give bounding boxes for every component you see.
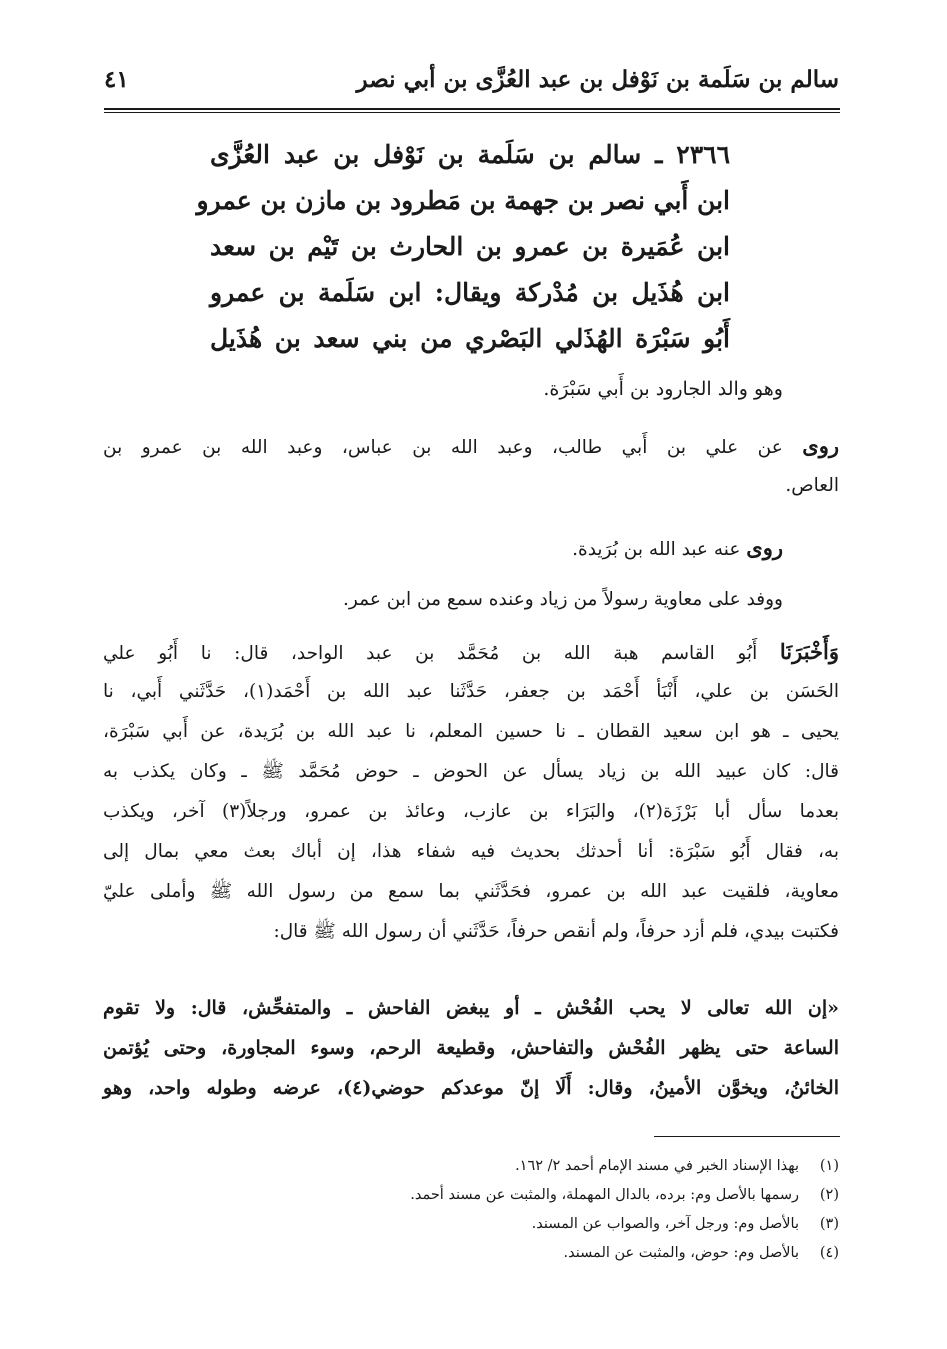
isnad-line: الحَسَن بن علي، أَنْبَأ أَحْمَد بن جعفر، حَدَّثَنا عبد الله بن أَحْمَد(١)، حَدَّثَني أَبي، نا bbox=[103, 681, 840, 702]
hadith-line: الخائنُ، ويخوَّن الأمينُ، وقال: أَلَا إنّ موعدكم حوضي(٤)، عرضه وطوله واحد، وهو bbox=[103, 1077, 839, 1099]
isnad-line: بعدما سأل أبا بَرْزَة(٢)، والبَرَاء بن عازب، وعائذ بن عمرو، ورجلاً(٣) آخر، ويكذب bbox=[103, 801, 839, 822]
entry-line: ابن هُذَيل بن مُدْركة ويقال: ابن سَلَمة بن عمرو bbox=[210, 278, 730, 307]
entry-line: ابن عُمَيرة بن عمرو بن الحارث بن تَيْم بن سعد bbox=[210, 232, 730, 261]
footnote-text: رسمها بالأصل وم: برده، بالدال المهملة، والمثبت عن مسند أحمد. bbox=[410, 1187, 799, 1203]
footnote-text: بهذا الإسناد الخبر في مسند الإمام أحمد ٢/ ١٦٢. bbox=[515, 1158, 799, 1174]
hadith-line: «إن الله تعالى لا يحب الفُحْش ـ أو يبغض الفاحش ـ والمتفحِّش، قال: ولا تقوم bbox=[103, 997, 839, 1019]
isnad-line bbox=[103, 632, 839, 672]
header-rule bbox=[104, 108, 840, 110]
isnad-paragraph bbox=[103, 632, 839, 952]
isnad-line: به، فقال أَبُو سَبْرَة: أنا أحدثك بحديث فيه شفاء هذا، إن أباك بعث معي بمال إلى bbox=[103, 841, 839, 862]
isnad-line: معاوية، فلقيت عبد الله بن عمرو، فحَدَّثَني بما سمع من رسول الله ﷺ وأملى عليّ bbox=[103, 881, 839, 902]
isnad-line: فكتبت بيدي، فلم أزد حرفاً، ولم أنقص حرفاً، حَدَّثَني أن رسول الله ﷺ قال: bbox=[273, 921, 839, 942]
footnote bbox=[103, 1239, 839, 1268]
akhbarana-label: وَأَخْبَرَنَا bbox=[779, 639, 839, 664]
footnote bbox=[103, 1152, 839, 1181]
entry-heading bbox=[196, 132, 730, 362]
hadith-paragraph bbox=[103, 988, 839, 1108]
footnote bbox=[103, 1210, 839, 1239]
isnad-line: قال: كان عبيد الله بن زياد يسأل عن الحوض ـ حوض مُحَمَّد ﷺ ـ وكان يكذب به bbox=[103, 761, 839, 782]
rawa-paragraph bbox=[103, 426, 839, 506]
wafada-paragraph bbox=[103, 580, 839, 620]
header-rule-thin bbox=[104, 112, 840, 113]
rawa-anhu-line bbox=[103, 528, 839, 568]
isnad-text: أَبُو القاسم هبة الله بن مُحَمَّد بن عبد الواحد، قال: نا أَبُو علي bbox=[103, 643, 758, 664]
footnote-number: (٢) bbox=[819, 1187, 839, 1203]
isnad-line: يحيى ـ هو ابن سعيد القطان ـ نا حسين المعلم، نا عبد الله بن بُرَيدة، عن أَبي سَبْرَة، bbox=[103, 721, 839, 742]
entry-line: ابن أَبي نصر بن جهمة بن مَطرود بن مازن بن عمرو bbox=[196, 186, 730, 215]
rawa-anhu-paragraph bbox=[103, 528, 839, 568]
entry-line: ٢٣٦٦ ـ سالم بن سَلَمة بن نَوْفل بن عبد العُزَّى bbox=[210, 140, 730, 169]
footnote-number: (٣) bbox=[819, 1216, 839, 1232]
rawa-line: العاص. bbox=[785, 475, 839, 496]
rawa-anhu-label: روى bbox=[746, 535, 783, 560]
father-text: وهو والد الجارود بن أَبي سَبْرَة. bbox=[543, 378, 783, 400]
rawa-label: روى bbox=[802, 433, 839, 458]
father-paragraph bbox=[103, 378, 839, 400]
rawa-text: عن علي بن أَبي طالب، وعبد الله بن عباس، وعبد الله بن عمرو بن bbox=[103, 437, 783, 458]
running-header-title: سالم بن سَلَمة بن نَوْفل بن عبد العُزَّى بن أبي نصر bbox=[356, 66, 839, 93]
footnote bbox=[103, 1181, 839, 1210]
rawa-line bbox=[103, 426, 839, 466]
footnote-number: (١) bbox=[819, 1158, 839, 1174]
entry-line: أَبُو سَبْرَة الهُذَلي البَصْري من بني سعد بن هُذَيل bbox=[210, 324, 730, 353]
page-number: ٤١ bbox=[104, 66, 129, 93]
footnotes bbox=[103, 1152, 839, 1268]
hadith-line: الساعة حتى يظهر الفُحْش والتفاحش، وقطيعة الرحم، وسوء المجاورة، وحتى يُؤتمن bbox=[103, 1037, 839, 1059]
footnote-rule bbox=[654, 1136, 840, 1137]
footnote-number: (٤) bbox=[819, 1245, 839, 1261]
wafada-line: ووفد على معاوية رسولاً من زياد وعنده سمع من ابن عمر. bbox=[343, 589, 783, 610]
rawa-anhu-text: عنه عبد الله بن بُرَيدة. bbox=[572, 539, 741, 560]
footnote-text: بالأصل وم: ورجل آخر، والصواب عن المسند. bbox=[531, 1216, 799, 1232]
footnote-text: بالأصل وم: حوض، والمثبت عن المسند. bbox=[563, 1245, 799, 1261]
